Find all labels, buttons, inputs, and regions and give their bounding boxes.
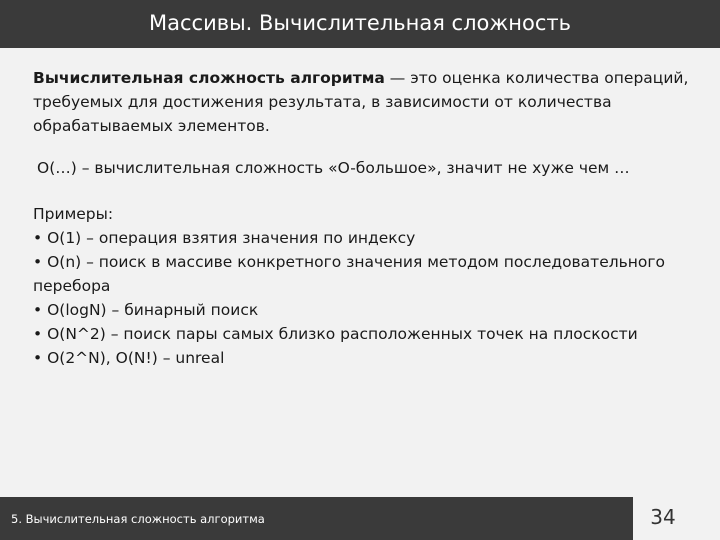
slide-content	[33, 66, 703, 370]
examples-heading: Примеры:	[33, 205, 114, 223]
definition-paragraph	[33, 66, 703, 138]
example-item: • O(logN) – бинарный поиск	[33, 301, 259, 319]
big-o-line: O(…) – вычислительная сложность «O-большое», значит не хуже чем …	[37, 159, 630, 177]
footer-text: 5. Вычислительная сложность алгоритма	[11, 512, 265, 526]
examples-section	[33, 202, 703, 370]
slide-title: Массивы. Вычислительная сложность	[148, 11, 572, 35]
definition-text: — это оценка количества операций, требуемых для достижения результата, в зависимости от количества обрабатываемых элементов.	[33, 69, 689, 135]
footer-bar	[0, 497, 633, 540]
definition-term: Вычислительная сложность алгоритма	[33, 69, 385, 87]
page-number: 34	[650, 505, 676, 529]
example-item: • O(1) – операция взятия значения по индексу	[33, 229, 416, 247]
example-item: • O(2^N), O(N!) – unreal	[33, 349, 225, 367]
example-item: • O(n) – поиск в массиве конкретного значения методом последовательного перебора	[33, 253, 666, 295]
example-item: • O(N^2) – поиск пары самых близко расположенных точек на плоскости	[33, 325, 638, 343]
